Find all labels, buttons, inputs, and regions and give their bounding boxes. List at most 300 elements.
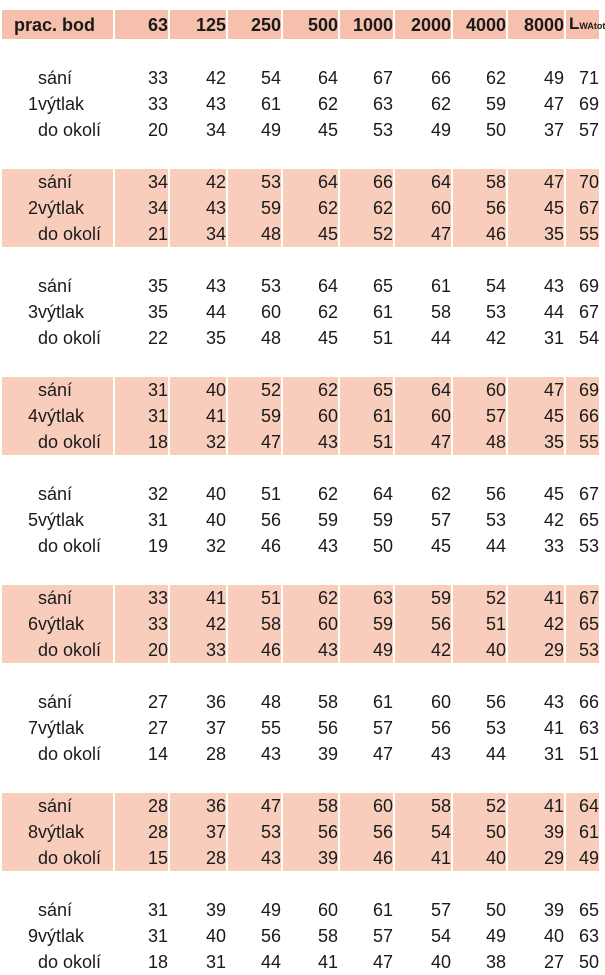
band-level-cell: 60	[394, 689, 452, 715]
band-level-cell: 33	[114, 611, 169, 637]
table-row	[2, 585, 599, 611]
group-separator	[2, 247, 599, 273]
band-level-cell: 44	[452, 533, 507, 559]
band-level-cell: 31	[114, 897, 169, 923]
mode-label: sání	[38, 793, 114, 819]
group-separator	[2, 559, 599, 585]
header-row	[2, 10, 599, 39]
band-level-cell: 39	[507, 819, 565, 845]
mode-label: do okolí	[38, 533, 114, 559]
operating-point-number: 1	[27, 94, 38, 114]
band-level-cell: 51	[339, 429, 394, 455]
band-level-cell: 53	[452, 507, 507, 533]
band-level-cell: 50	[452, 897, 507, 923]
mode-label: sání	[38, 481, 114, 507]
band-level-cell: 63	[339, 585, 394, 611]
band-level-cell: 34	[114, 169, 169, 195]
band-level-cell: 20	[114, 117, 169, 143]
table-row	[2, 533, 599, 559]
header-freq-125: 125	[169, 10, 227, 39]
band-level-cell: 58	[452, 169, 507, 195]
band-level-cell: 64	[282, 169, 339, 195]
band-level-cell: 41	[507, 715, 565, 741]
mode-label: sání	[38, 897, 114, 923]
band-level-cell: 35	[507, 221, 565, 247]
band-level-cell: 29	[507, 845, 565, 871]
band-level-cell: 48	[227, 221, 282, 247]
band-level-cell: 44	[227, 949, 282, 975]
table-row	[2, 923, 599, 949]
band-level-cell: 47	[394, 429, 452, 455]
mode-label: sání	[38, 169, 114, 195]
table-row	[2, 195, 599, 221]
band-level-cell: 45	[507, 403, 565, 429]
group-separator	[2, 871, 599, 897]
band-level-cell: 37	[169, 819, 227, 845]
mode-label: výtlak	[38, 195, 114, 221]
band-level-cell: 47	[394, 221, 452, 247]
total-level-cell: 70	[565, 169, 599, 195]
band-level-cell: 60	[282, 611, 339, 637]
band-level-cell: 50	[339, 533, 394, 559]
band-level-cell: 64	[339, 481, 394, 507]
table-row	[2, 403, 599, 429]
band-level-cell: 45	[282, 325, 339, 351]
header-total-main: L	[569, 14, 580, 33]
mode-label: sání	[38, 273, 114, 299]
band-level-cell: 39	[169, 897, 227, 923]
band-level-cell: 58	[282, 923, 339, 949]
table-row	[2, 611, 599, 637]
band-level-cell: 61	[339, 897, 394, 923]
total-level-cell: 65	[578, 510, 600, 530]
header-operating-point: prac. bod	[2, 10, 114, 39]
header-freq-250: 250	[227, 10, 282, 39]
total-level-cell: 67	[578, 302, 600, 322]
band-level-cell: 19	[114, 533, 169, 559]
band-level-cell: 56	[394, 611, 452, 637]
band-level-cell: 49	[507, 65, 565, 91]
band-level-cell: 43	[169, 273, 227, 299]
band-level-cell: 51	[339, 325, 394, 351]
band-level-cell: 37	[169, 715, 227, 741]
band-level-cell: 61	[227, 91, 282, 117]
band-level-cell: 53	[452, 715, 507, 741]
band-level-cell: 60	[394, 195, 452, 221]
band-level-cell: 64	[282, 273, 339, 299]
band-level-cell: 43	[282, 533, 339, 559]
band-level-cell: 44	[394, 325, 452, 351]
mode-label: sání	[38, 377, 114, 403]
band-level-cell: 22	[114, 325, 169, 351]
band-level-cell: 62	[452, 65, 507, 91]
band-level-cell: 60	[339, 793, 394, 819]
band-level-cell: 18	[114, 429, 169, 455]
band-level-cell: 27	[507, 949, 565, 975]
band-level-cell: 35	[169, 325, 227, 351]
band-level-cell: 67	[339, 65, 394, 91]
band-level-cell: 28	[114, 793, 169, 819]
band-level-cell: 42	[507, 611, 565, 637]
band-level-cell: 48	[452, 429, 507, 455]
band-level-cell: 56	[452, 689, 507, 715]
band-level-cell: 60	[282, 897, 339, 923]
band-level-cell: 64	[282, 65, 339, 91]
band-level-cell: 61	[394, 273, 452, 299]
operating-point-number: 8	[2, 793, 38, 871]
operating-point-number: 7	[27, 718, 38, 738]
band-level-cell: 65	[339, 273, 394, 299]
band-level-cell: 42	[452, 325, 507, 351]
band-level-cell: 51	[227, 481, 282, 507]
band-level-cell: 57	[394, 897, 452, 923]
band-level-cell: 47	[507, 377, 565, 403]
band-level-cell: 42	[507, 507, 565, 533]
band-level-cell: 52	[339, 221, 394, 247]
table-row	[2, 65, 599, 91]
mode-label: sání	[38, 65, 114, 91]
table-row	[2, 429, 599, 455]
band-level-cell: 55	[227, 715, 282, 741]
band-level-cell: 33	[507, 533, 565, 559]
band-level-cell: 40	[452, 845, 507, 871]
table-row	[2, 637, 599, 663]
band-level-cell: 40	[507, 923, 565, 949]
table-row	[2, 221, 599, 247]
mode-label: sání	[38, 689, 114, 715]
total-level-cell: 54	[578, 328, 600, 348]
band-level-cell: 61	[339, 403, 394, 429]
mode-label: výtlak	[38, 299, 114, 325]
band-level-cell: 33	[114, 91, 169, 117]
table-row	[2, 507, 599, 533]
band-level-cell: 45	[507, 481, 565, 507]
band-level-cell: 36	[169, 689, 227, 715]
band-level-cell: 56	[282, 715, 339, 741]
band-level-cell: 38	[452, 949, 507, 975]
band-level-cell: 62	[282, 585, 339, 611]
band-level-cell: 53	[227, 819, 282, 845]
band-level-cell: 43	[169, 91, 227, 117]
band-level-cell: 43	[507, 273, 565, 299]
group-separator	[2, 455, 599, 481]
band-level-cell: 45	[394, 533, 452, 559]
table-row	[2, 949, 599, 975]
band-level-cell: 41	[507, 585, 565, 611]
band-level-cell: 49	[227, 897, 282, 923]
band-level-cell: 58	[227, 611, 282, 637]
band-level-cell: 40	[394, 949, 452, 975]
total-level-cell: 65	[565, 611, 599, 637]
total-level-cell: 69	[578, 94, 600, 114]
band-level-cell: 28	[169, 741, 227, 767]
band-level-cell: 54	[394, 819, 452, 845]
band-level-cell: 60	[227, 299, 282, 325]
band-level-cell: 60	[282, 403, 339, 429]
operating-point-number: 5	[27, 510, 38, 530]
total-level-cell: 69	[578, 276, 600, 296]
band-level-cell: 29	[507, 637, 565, 663]
band-level-cell: 36	[169, 793, 227, 819]
band-level-cell: 50	[452, 819, 507, 845]
mode-label: do okolí	[38, 221, 114, 247]
header-freq-2000: 2000	[394, 10, 452, 39]
table-row	[2, 715, 599, 741]
operating-point-number: 4	[2, 377, 38, 455]
mode-label: výtlak	[38, 819, 114, 845]
band-level-cell: 46	[227, 533, 282, 559]
table-row	[2, 793, 599, 819]
header-freq-63: 63	[114, 10, 169, 39]
band-level-cell: 41	[507, 793, 565, 819]
band-level-cell: 31	[114, 507, 169, 533]
band-level-cell: 59	[227, 195, 282, 221]
table-row	[2, 325, 599, 351]
band-level-cell: 43	[282, 637, 339, 663]
band-level-cell: 33	[169, 637, 227, 663]
band-level-cell: 28	[114, 819, 169, 845]
band-level-cell: 45	[282, 117, 339, 143]
band-level-cell: 53	[227, 273, 282, 299]
total-level-cell: 51	[578, 744, 600, 764]
total-level-cell: 63	[578, 926, 600, 946]
band-level-cell: 56	[282, 819, 339, 845]
band-level-cell: 52	[452, 585, 507, 611]
total-level-cell: 71	[578, 68, 600, 88]
header-total-sub: WAtot	[579, 21, 605, 31]
total-level-cell: 67	[578, 484, 600, 504]
band-level-cell: 61	[339, 689, 394, 715]
band-level-cell: 59	[282, 507, 339, 533]
band-level-cell: 45	[507, 195, 565, 221]
band-level-cell: 34	[169, 117, 227, 143]
band-level-cell: 46	[339, 845, 394, 871]
table-row	[2, 377, 599, 403]
band-level-cell: 39	[282, 741, 339, 767]
band-level-cell: 34	[114, 195, 169, 221]
band-level-cell: 41	[169, 403, 227, 429]
table-row	[2, 845, 599, 871]
band-level-cell: 58	[282, 689, 339, 715]
band-level-cell: 62	[394, 91, 452, 117]
band-level-cell: 35	[507, 429, 565, 455]
total-level-cell: 61	[565, 819, 599, 845]
band-level-cell: 43	[507, 689, 565, 715]
mode-label: do okolí	[38, 741, 114, 767]
band-level-cell: 56	[227, 507, 282, 533]
band-level-cell: 47	[227, 793, 282, 819]
total-level-cell: 67	[565, 195, 599, 221]
group-separator	[2, 143, 599, 169]
band-level-cell: 64	[394, 169, 452, 195]
mode-label: do okolí	[38, 117, 114, 143]
band-level-cell: 27	[114, 715, 169, 741]
band-level-cell: 35	[114, 299, 169, 325]
band-level-cell: 35	[114, 273, 169, 299]
table-row	[2, 117, 599, 143]
band-level-cell: 58	[394, 299, 452, 325]
band-level-cell: 62	[282, 481, 339, 507]
band-level-cell: 41	[282, 949, 339, 975]
band-level-cell: 45	[282, 221, 339, 247]
band-level-cell: 31	[114, 923, 169, 949]
operating-point-number: 3	[27, 302, 38, 322]
band-level-cell: 52	[452, 793, 507, 819]
total-level-cell: 49	[565, 845, 599, 871]
band-level-cell: 56	[339, 819, 394, 845]
total-level-cell: 53	[578, 536, 600, 556]
band-level-cell: 49	[394, 117, 452, 143]
band-level-cell: 59	[339, 611, 394, 637]
band-level-cell: 52	[227, 377, 282, 403]
total-level-cell: 67	[565, 585, 599, 611]
band-level-cell: 59	[394, 585, 452, 611]
band-level-cell: 40	[169, 923, 227, 949]
band-level-cell: 63	[339, 91, 394, 117]
mode-label: sání	[38, 585, 114, 611]
band-level-cell: 47	[339, 949, 394, 975]
band-level-cell: 66	[339, 169, 394, 195]
band-level-cell: 46	[452, 221, 507, 247]
band-level-cell: 31	[169, 949, 227, 975]
band-level-cell: 37	[507, 117, 565, 143]
band-level-cell: 62	[282, 195, 339, 221]
operating-point-number: 9	[27, 926, 38, 946]
table-row	[2, 897, 599, 923]
band-level-cell: 64	[394, 377, 452, 403]
band-level-cell: 44	[169, 299, 227, 325]
band-level-cell: 57	[452, 403, 507, 429]
band-level-cell: 43	[227, 741, 282, 767]
table-row	[2, 689, 599, 715]
band-level-cell: 47	[507, 91, 565, 117]
operating-point-number: 6	[2, 585, 38, 663]
band-level-cell: 20	[114, 637, 169, 663]
band-level-cell: 40	[452, 637, 507, 663]
band-level-cell: 59	[339, 507, 394, 533]
total-level-cell: 66	[578, 692, 600, 712]
band-level-cell: 59	[452, 91, 507, 117]
band-level-cell: 60	[452, 377, 507, 403]
band-level-cell: 31	[507, 325, 565, 351]
band-level-cell: 51	[227, 585, 282, 611]
header-freq-4000: 4000	[452, 10, 507, 39]
table-row	[2, 169, 599, 195]
mode-label: výtlak	[38, 91, 114, 117]
band-level-cell: 51	[452, 611, 507, 637]
band-level-cell: 31	[114, 377, 169, 403]
band-level-cell: 43	[282, 429, 339, 455]
band-level-cell: 48	[227, 689, 282, 715]
band-level-cell: 62	[282, 377, 339, 403]
band-level-cell: 59	[227, 403, 282, 429]
band-level-cell: 43	[227, 845, 282, 871]
mode-label: do okolí	[38, 949, 114, 975]
total-level-cell: 53	[565, 637, 599, 663]
band-level-cell: 56	[394, 715, 452, 741]
band-level-cell: 42	[169, 65, 227, 91]
band-level-cell: 28	[169, 845, 227, 871]
mode-label: do okolí	[38, 325, 114, 351]
group-separator	[2, 39, 599, 65]
table-row	[2, 819, 599, 845]
band-level-cell: 50	[452, 117, 507, 143]
band-level-cell: 60	[394, 403, 452, 429]
total-level-cell: 57	[578, 120, 600, 140]
band-level-cell: 62	[282, 299, 339, 325]
band-level-cell: 49	[339, 637, 394, 663]
band-level-cell: 43	[169, 195, 227, 221]
band-level-cell: 53	[339, 117, 394, 143]
total-level-cell: 65	[578, 900, 600, 920]
mode-label: do okolí	[38, 845, 114, 871]
band-level-cell: 44	[507, 299, 565, 325]
band-level-cell: 53	[452, 299, 507, 325]
band-level-cell: 15	[114, 845, 169, 871]
band-level-cell: 62	[282, 91, 339, 117]
band-level-cell: 34	[169, 221, 227, 247]
band-level-cell: 53	[227, 169, 282, 195]
band-level-cell: 21	[114, 221, 169, 247]
band-level-cell: 39	[507, 897, 565, 923]
group-separator	[2, 767, 599, 793]
total-level-cell: 69	[565, 377, 599, 403]
mode-label: do okolí	[38, 637, 114, 663]
band-level-cell: 18	[114, 949, 169, 975]
band-level-cell: 47	[339, 741, 394, 767]
band-level-cell: 46	[227, 637, 282, 663]
mode-label: výtlak	[38, 923, 114, 949]
band-level-cell: 31	[507, 741, 565, 767]
band-level-cell: 27	[114, 689, 169, 715]
band-level-cell: 41	[169, 585, 227, 611]
total-level-cell: 64	[565, 793, 599, 819]
band-level-cell: 32	[169, 429, 227, 455]
band-level-cell: 49	[227, 117, 282, 143]
band-level-cell: 58	[282, 793, 339, 819]
band-level-cell: 32	[114, 481, 169, 507]
band-level-cell: 62	[339, 195, 394, 221]
band-level-cell: 33	[114, 65, 169, 91]
band-level-cell: 57	[339, 923, 394, 949]
total-level-cell: 55	[565, 429, 599, 455]
table-row	[2, 273, 599, 299]
total-level-cell: 50	[578, 952, 600, 972]
band-level-cell: 40	[169, 481, 227, 507]
band-level-cell: 58	[394, 793, 452, 819]
band-level-cell: 66	[394, 65, 452, 91]
band-level-cell: 42	[394, 637, 452, 663]
mode-label: výtlak	[38, 507, 114, 533]
mode-label: výtlak	[38, 403, 114, 429]
band-level-cell: 57	[339, 715, 394, 741]
mode-label: výtlak	[38, 611, 114, 637]
mode-label: do okolí	[38, 429, 114, 455]
band-level-cell: 54	[227, 65, 282, 91]
table-body	[2, 39, 599, 975]
group-separator	[2, 663, 599, 689]
band-level-cell: 65	[339, 377, 394, 403]
group-separator	[2, 351, 599, 377]
band-level-cell: 14	[114, 741, 169, 767]
band-level-cell: 47	[227, 429, 282, 455]
table-row	[2, 91, 599, 117]
band-level-cell: 57	[394, 507, 452, 533]
table-row	[2, 299, 599, 325]
mode-label: výtlak	[38, 715, 114, 741]
band-level-cell: 40	[169, 377, 227, 403]
band-level-cell: 62	[394, 481, 452, 507]
